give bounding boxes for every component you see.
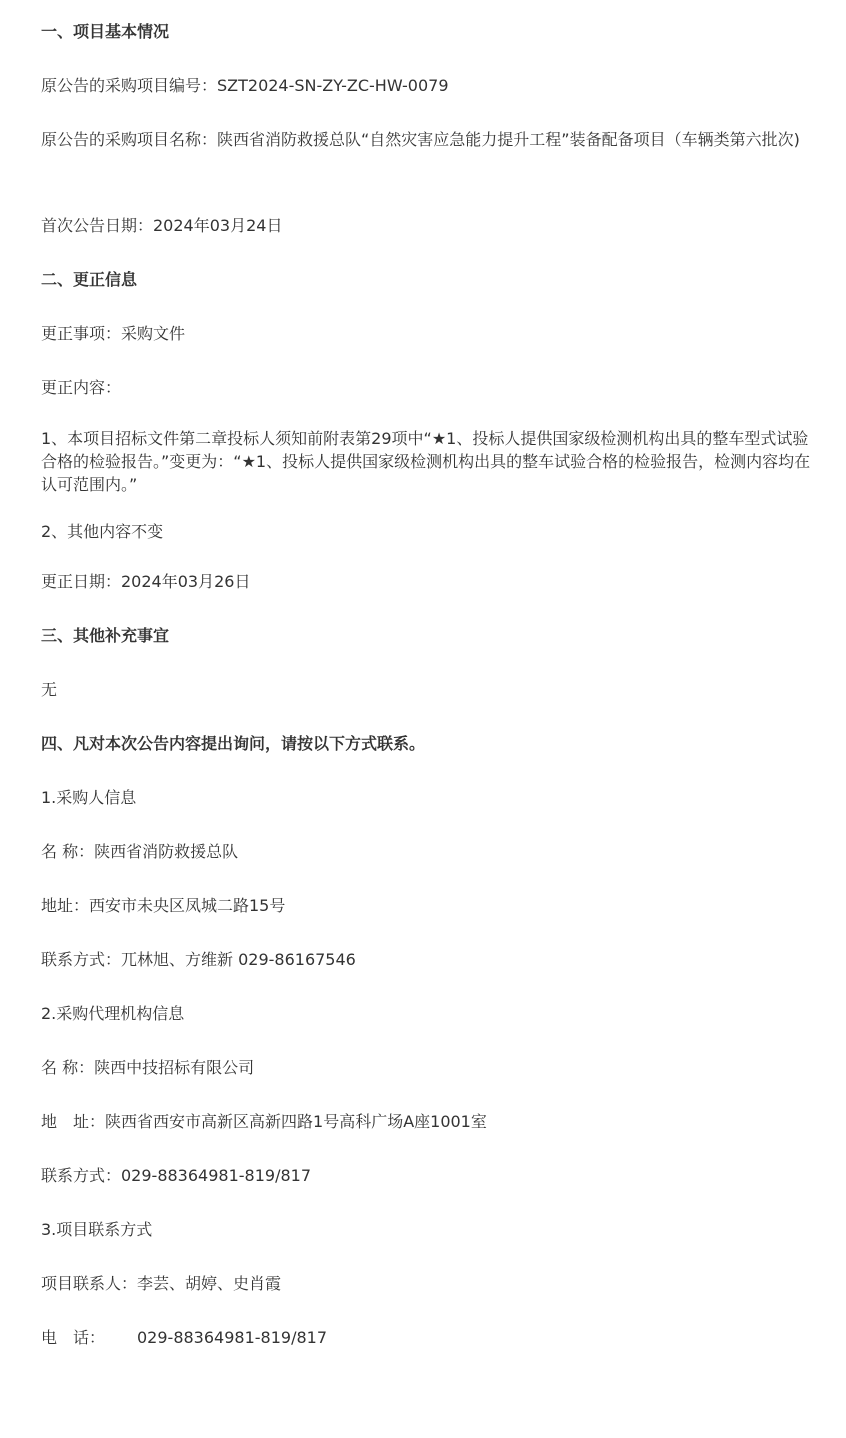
agency-address (41, 1110, 487, 1134)
agency-name: 名 称：陕西中技招标有限公司 (41, 1058, 255, 1077)
project-phone (41, 1326, 327, 1350)
project-name: 原公告的采购项目名称：陕西省消防救援总队“自然灾害应急能力提升工程”装备配备项目（车辆类第六批次) (41, 130, 800, 149)
section-3-heading: 三、其他补充事宜 (41, 626, 170, 645)
purchaser-heading: 1.采购人信息 (41, 788, 137, 807)
phone-label: 电 话： (41, 1328, 106, 1347)
purchaser-address: 地址：西安市未央区凤城二路15号 (41, 896, 286, 915)
section-3-content: 无 (41, 680, 58, 699)
section-4-heading: 四、凡对本次公告内容提出询问，请按以下方式联系。 (41, 734, 426, 753)
project-contact-person: 项目联系人：李芸、胡婷、史肖霞 (41, 1274, 282, 1293)
agency-address-label: 地 址： (41, 1112, 106, 1131)
agency-contact: 联系方式：029-88364981-819/817 (41, 1166, 311, 1185)
first-announcement-date: 首次公告日期：2024年03月24日 (41, 216, 283, 235)
section-2-heading: 二、更正信息 (41, 270, 138, 289)
project-number: 原公告的采购项目编号：SZT2024-SN-ZY-ZC-HW-0079 (41, 76, 449, 95)
purchaser-name: 名 称：陕西省消防救援总队 (41, 842, 239, 861)
agency-address-value: 陕西省西安市高新区高新四路1号高科广场A座1001室 (105, 1112, 487, 1131)
correction-detail-2: 2、其他内容不变 (41, 522, 164, 541)
correction-date: 更正日期：2024年03月26日 (41, 572, 251, 591)
agency-heading: 2.采购代理机构信息 (41, 1004, 185, 1023)
project-contact-heading: 3.项目联系方式 (41, 1220, 153, 1239)
correction-detail-1: 1、本项目招标文件第二章投标人须知前附表第29项中“★1、投标人提供国家级检测机构出具的整车型式试验合格的检验报告。”变更为：“★1、投标人提供国家级检测机构出具的整车试验合格的检验报告，检测内容均在认可范围内。” (41, 429, 811, 494)
section-1-heading: 一、项目基本情况 (41, 22, 170, 41)
correction-item: 更正事项：采购文件 (41, 324, 186, 343)
correction-content-label: 更正内容： (41, 378, 122, 397)
purchaser-contact: 联系方式：兀林旭、方维新 029-86167546 (41, 950, 356, 969)
phone-value: 029-88364981-819/817 (137, 1328, 327, 1347)
